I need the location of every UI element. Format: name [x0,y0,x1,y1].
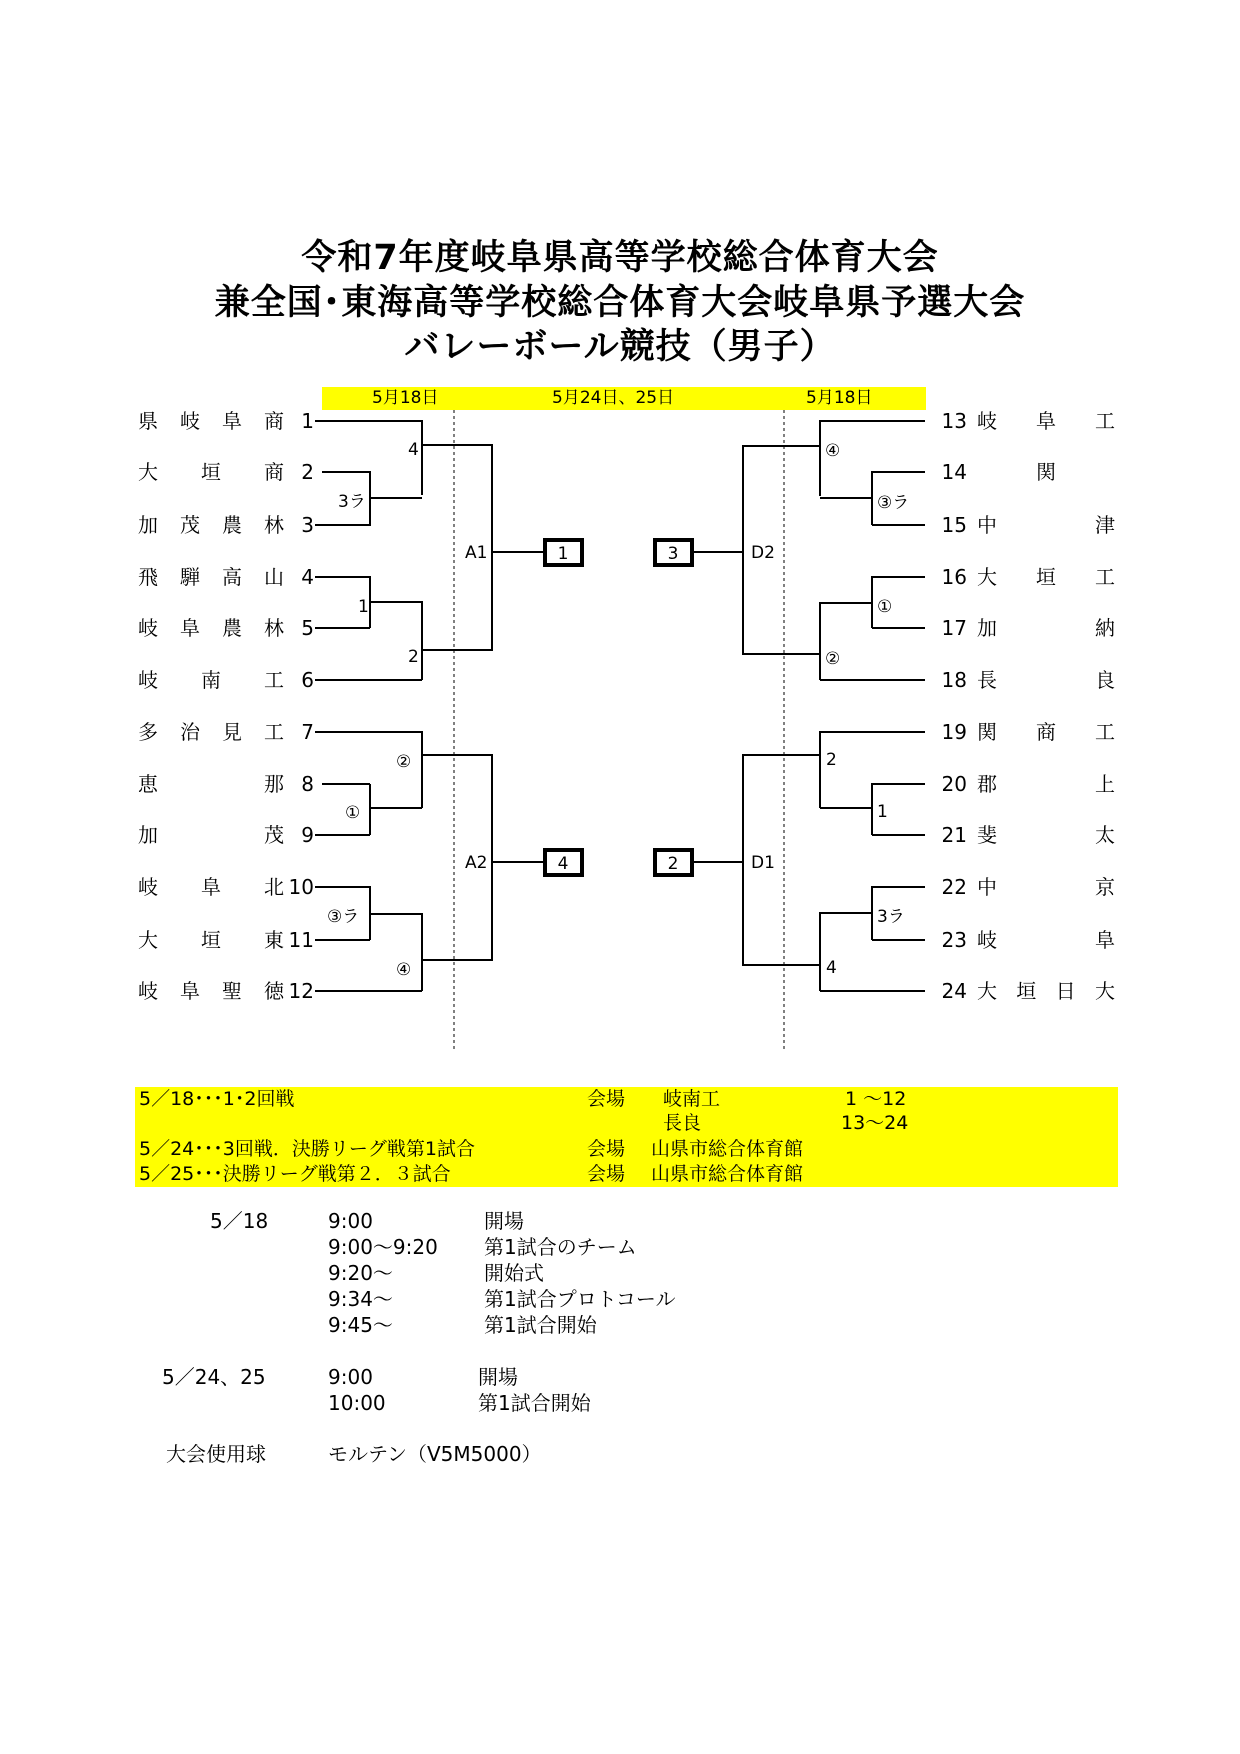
block-a2: A2 [465,853,488,873]
schedule-day1-time-4: 9:34～ [328,1287,393,1311]
team-name: 加 茂 [138,823,284,847]
block-a1: A1 [465,543,488,563]
team-number: 3 [301,513,314,537]
team-number: 6 [301,668,314,692]
schedule-day2-time-2: 10:00 [328,1391,386,1415]
team-number: 9 [301,823,314,847]
ball-value: モルテン（V5M5000） [328,1442,542,1466]
info-row1-venue-label: 会場 [587,1088,626,1110]
info-row4-left: 5／25･･･決勝リーグ戦第２．３試合 [139,1163,451,1185]
schedule-day2-date: 5／24、25 [162,1365,266,1389]
team-number: 18 [941,668,967,692]
team-name: 多 治 見 工 [138,720,284,744]
date-center: 5月24日、25日 [552,388,675,408]
team-name: 飛 騨 高 山 [138,565,284,589]
team-number: 17 [941,616,967,640]
schedule-day1-time-5: 9:45～ [328,1313,393,1337]
team-number: 5 [301,616,314,640]
match-label-r5: 2 [826,750,837,770]
team-number: 19 [941,720,967,744]
team-number: 1 [301,409,314,433]
title-line-2: 兼全国･東海高等学校総合体育大会岐阜県予選大会 [214,283,1026,323]
team-name: 長 良 [977,668,1115,692]
team-name: 関 商 工 [977,720,1115,744]
info-row3-venue-label: 会場 [587,1138,626,1160]
schedule-day1-time-3: 9:20～ [328,1261,393,1285]
match-label-r1: ④ [825,441,841,461]
team-number: 22 [941,875,967,899]
team-name: 大 垣 商 [138,460,284,484]
info-row1-range: 1 ～12 [845,1088,907,1110]
schedule-day2-event-1: 開場 [478,1365,518,1389]
schedule-day1-time-1: 9:00 [328,1209,373,1233]
match-label-r4: ② [825,649,841,669]
info-row4-venue: 山県市総合体育館 [651,1163,804,1185]
info-row3-left: 5／24･･･3回戦．決勝リーグ戦第1試合 [139,1138,475,1160]
team-name: 岐 阜 [977,928,1115,952]
match-label-r6: 1 [877,802,888,822]
match-label-l5: ② [396,752,412,772]
info-row3-venue: 山県市総合体育館 [651,1138,804,1160]
team-number: 11 [288,928,314,952]
info-row2-range: 13～24 [841,1112,909,1134]
title-line-1: 令和7年度岐阜県高等学校総合体育大会 [301,238,939,278]
match-label-l3: 1 [358,597,369,617]
schedule-day1-date: 5／18 [210,1209,269,1233]
team-name: 関 [1036,460,1056,484]
schedule-day2-event-2: 第1試合開始 [478,1391,591,1415]
team-name: 加 納 [977,616,1115,640]
team-name: 加 茂 農 林 [138,513,284,537]
match-label-l1: 4 [408,440,419,460]
match-label-r7: 3ラ [877,907,905,927]
block-d1: D1 [751,853,775,873]
team-number: 10 [288,875,314,899]
ball-label: 大会使用球 [166,1442,266,1466]
team-name: 中 津 [977,513,1115,537]
match-label-l4: 2 [408,647,419,667]
title-line-3: バレーボール競技（男子） [404,327,836,367]
final-box-1-label: 1 [557,544,569,564]
team-number: 15 [941,513,967,537]
team-name: 恵 那 [138,772,284,796]
match-label-r2: ③ラ [877,493,910,513]
team-number: 8 [301,772,314,796]
team-number: 4 [301,565,314,589]
team-number: 13 [941,409,967,433]
schedule-day1-event-1: 開場 [484,1209,524,1233]
schedule-day1-event-3: 開始式 [484,1261,544,1285]
team-name: 岐 阜 聖 徳 [138,979,284,1003]
info-row1-left: 5／18･･･1･2回戦 [139,1088,295,1110]
team-name: 岐 阜 農 林 [138,616,284,640]
team-name: 大 垣 工 [977,565,1115,589]
team-number: 16 [941,565,967,589]
info-row2-venue: 長良 [663,1112,702,1134]
block-d2: D2 [751,543,775,563]
match-label-l7: ③ラ [327,907,360,927]
final-box-2-label: 3 [667,544,679,564]
schedule-day1-event-5: 第1試合開始 [484,1313,597,1337]
date-right: 5月18日 [806,388,873,408]
team-name: 県 岐 阜 商 [138,409,284,433]
team-number: 21 [941,823,967,847]
team-number: 20 [941,772,967,796]
team-name: 郡 上 [977,772,1115,796]
team-number: 14 [941,460,967,484]
match-label-r8: 4 [826,958,837,978]
match-label-r3: ① [877,597,893,617]
team-name: 斐 太 [977,823,1115,847]
final-boxes [545,540,692,875]
team-name: 中 京 [977,875,1115,899]
match-label-l8: ④ [396,960,412,980]
schedule-day1-time-2: 9:00～9:20 [328,1235,438,1259]
team-number: 24 [941,979,967,1003]
bracket-lines [315,410,925,1052]
schedule-day1-event-2: 第1試合のチーム [484,1235,637,1259]
team-number: 23 [941,928,967,952]
team-number: 2 [301,460,314,484]
match-label-l2: 3ラ [338,492,366,512]
team-name: 岐 南 工 [138,668,284,692]
final-box-3-label: 4 [557,854,569,874]
team-name: 大 垣 東 [138,928,284,952]
schedule-day2-time-1: 9:00 [328,1365,373,1389]
date-left: 5月18日 [372,388,439,408]
team-number: 7 [301,720,314,744]
final-box-4-label: 2 [667,854,679,874]
info-row4-venue-label: 会場 [587,1163,626,1185]
team-number: 12 [288,979,314,1003]
team-name: 大 垣 日 大 [977,979,1115,1003]
team-name: 岐 阜 工 [977,409,1115,433]
venue-info-box [135,1087,1118,1187]
match-label-l6: ① [345,803,361,823]
team-name: 岐 阜 北 [138,875,284,899]
schedule-day1-event-4: 第1試合プロトコール [484,1287,676,1311]
info-row1-venue: 岐南工 [663,1088,721,1110]
